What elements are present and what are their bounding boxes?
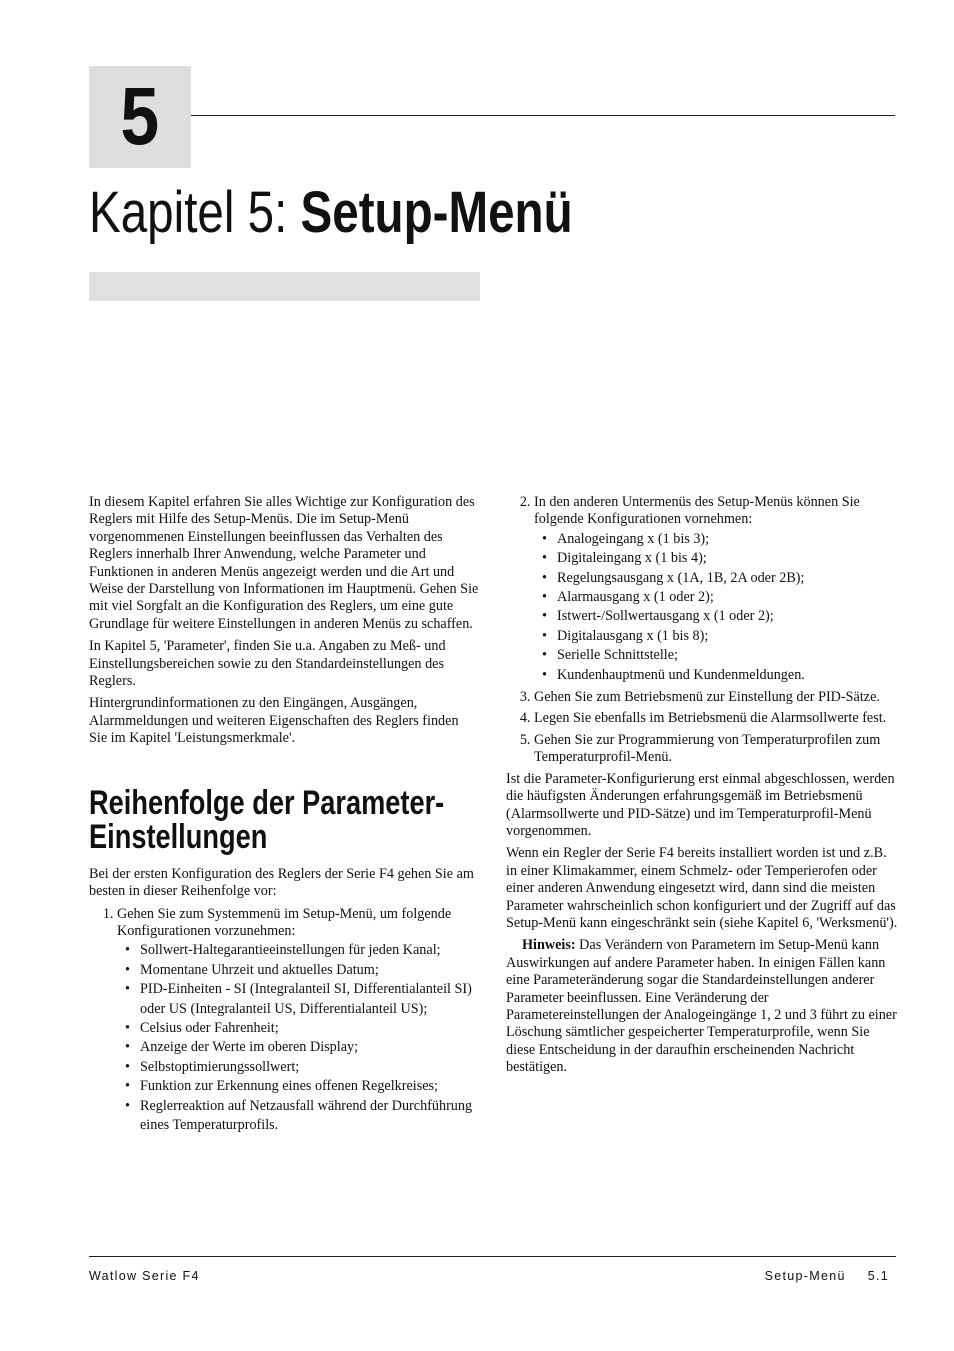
step-item: 4. Legen Sie ebenfalls im Betriebsmenü die Alarmsollwerte fest. <box>534 710 898 727</box>
section-lead: Bei der ersten Konfiguration des Reglers der Serie F4 gehen Sie am besten in dieser Reihenfolge vor: <box>89 865 474 900</box>
decorative-bar <box>89 272 480 301</box>
intro-paragraph: In diesem Kapitel erfahren Sie alles Wichtige zur Konfiguration des Reglers mit Hilfe des Setup-Menüs. Die im Setup-Menü vorgenommenen Einstellungen beeinflussen das Verhalten des Reglers innerhalb Ihrer Anwendung, welche Parameter und Funktionen in anderen Menüs angezeigt werden und die Art und Weise der Darstellung von Informationen im Hauptmenü. Gehen Sie mit viel Sorgfalt an die Konfiguration des Reglers, um eine gute Grundlage für weitere Einstellungen in anderen Menüs zu schaffen. <box>89 494 479 632</box>
header-rule <box>191 115 895 116</box>
bullet-item: • PID-Einheiten - SI (Integralanteil SI, Differentialanteil SI) oder US (Integralanteil US, Differentialanteil US); <box>140 980 479 1019</box>
bullet-item: • Kundenhauptmenü und Kundenmeldungen. <box>557 666 898 685</box>
bullet-item: • Alarmausgang x (1 oder 2); <box>557 588 898 607</box>
bullet-item: • Digitalausgang x (1 bis 8); <box>557 627 898 646</box>
bullet-item: • Celsius oder Fahrenheit; <box>140 1019 479 1038</box>
bullet-item: • Sollwert-Haltegarantieeinstellungen für jeden Kanal; <box>140 941 479 960</box>
note-label: Hinweis: <box>522 937 576 954</box>
step-item <box>117 906 479 1136</box>
bullet-item: • Selbstoptimierungssollwert; <box>140 1058 479 1077</box>
bullet-list <box>117 941 479 1135</box>
step-item <box>534 494 898 685</box>
bullet-item: • Regelungsausgang x (1A, 1B, 2A oder 2B); <box>557 569 898 588</box>
bullet-item: • Istwert-/Sollwertausgang x (1 oder 2); <box>557 607 898 626</box>
step-item: 3. Gehen Sie zum Betriebsmenü zur Einstellung der PID-Sätze. <box>534 689 898 706</box>
chapter-title-prefix: Kapitel 5: <box>89 180 301 245</box>
chapter-number: 5 <box>120 71 160 162</box>
note-text: Das Verändern von Parametern im Setup-Menü kann Auswirkungen auf andere Parameter haben. In einigen Fällen kann eine Parameteränderung sogar die Standardeinstellungen anderer Parameter beeinflussen. Eine Veränderung der Parametereinstellungen der Analogeingänge 1, 2 und 3 führt zu einer Löschung sämtlicher gespeicherter Temperaturprofile, wenn Sie diese Entscheidung in der daraufhin erscheinenden Nachricht bestätigen. <box>506 937 897 1076</box>
section-heading <box>89 783 479 856</box>
bullet-item: • Analogeingang x (1 bis 3); <box>557 530 898 549</box>
bullet-item: • Anzeige der Werte im oberen Display; <box>140 1038 479 1057</box>
bullet-item: • Digitaleingang x (1 bis 4); <box>557 549 898 568</box>
step-text: Gehen Sie zum Systemmenü im Setup-Menü, um folgende Konfigurationen vorzunehmen: <box>117 905 452 939</box>
step-text: In den anderen Untermenüs des Setup-Menüs können Sie folgende Konfigurationen vornehmen: <box>534 494 860 528</box>
footer-rule <box>89 1256 896 1257</box>
bullet-item: • Funktion zur Erkennung eines offenen Regelkreises; <box>140 1077 479 1096</box>
intro-paragraph: In Kapitel 5, 'Parameter', finden Sie u.a. Angaben zu Meß- und Einstellungsbereichen sowie zu den Standardeinstellungen des Reglers. <box>89 638 446 690</box>
steps-list <box>89 906 479 1136</box>
bullet-item: • Momentane Uhrzeit und aktuelles Datum; <box>140 961 479 980</box>
bullet-item: • Reglerreaktion auf Netzausfall während der Durchführung eines Temperaturprofils. <box>140 1097 479 1136</box>
footer-section: Setup-Menü <box>764 1269 846 1283</box>
chapter-title <box>89 180 573 246</box>
chapter-number-box <box>89 66 191 168</box>
right-column <box>506 494 898 1082</box>
section-heading-line1: Reihenfolge der Parameter- <box>89 783 445 822</box>
bullet-item: • Serielle Schnittstelle; <box>557 646 898 665</box>
chapter-title-bold: Setup-Menü <box>300 180 573 245</box>
footer-left: Watlow Serie F4 <box>89 1269 200 1283</box>
steps-list <box>506 494 898 767</box>
intro-paragraph: Hintergrundinformationen zu den Eingängen, Ausgängen, Alarmmeldungen und weiteren Eigenschaften des Reglers finden Sie im Kapitel 'Leistungsmerkmale'. <box>89 695 459 747</box>
footer-right <box>765 1269 889 1283</box>
note-paragraph <box>506 937 898 1076</box>
left-column <box>89 494 479 1139</box>
body-paragraph: Ist die Parameter-Konfigurierung erst einmal abgeschlossen, werden die häufigsten Änderungen erfahrungsgemäß im Betriebsmenü (Alarmsollwerte und PID-Sätze) und im Temperaturprofil-Menü vorgenommen. <box>506 770 895 839</box>
page-number: 5.1 <box>867 1269 889 1283</box>
section-heading-line2: Einstellungen <box>89 817 268 856</box>
body-paragraph: Wenn ein Regler der Serie F4 bereits installiert worden ist und z.B. in einer Klimakammer, einem Schmelz- oder Temperierofen oder einer anderen Anwendung eingesetzt wird, dann sind die meisten Parameter wahrscheinlich schon konfiguriert und der Zugriff auf das Setup-Menü kann eingeschränkt sein (siehe Kapitel 6, 'Werksmenü'). <box>506 845 898 931</box>
bullet-list <box>534 530 898 685</box>
step-item: 5. Gehen Sie zur Programmierung von Temperaturprofilen zum Temperaturprofil-Menü. <box>534 732 898 767</box>
